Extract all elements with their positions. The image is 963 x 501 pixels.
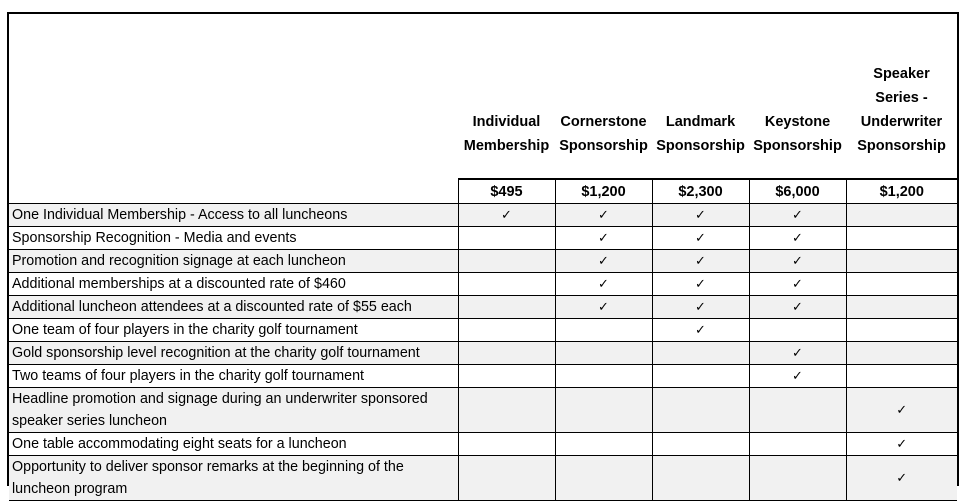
table-row xyxy=(9,365,957,388)
feature-label: One team of four players in the charity golf tournament xyxy=(9,319,458,342)
checkmark-icon: ✓ xyxy=(749,365,846,388)
feature-label: Opportunity to deliver sponsor remarks at the beginning of the luncheon program xyxy=(9,456,458,501)
checkmark-icon: ✓ xyxy=(555,296,652,319)
table-row xyxy=(9,342,957,365)
empty-cell xyxy=(458,388,555,433)
empty-cell xyxy=(749,319,846,342)
empty-cell xyxy=(555,342,652,365)
empty-cell xyxy=(652,342,749,365)
empty-cell xyxy=(846,227,957,250)
empty-cell xyxy=(749,388,846,433)
empty-cell xyxy=(652,456,749,501)
empty-cell xyxy=(458,319,555,342)
feature-label: Sponsorship Recognition - Media and events xyxy=(9,227,458,250)
empty-cell xyxy=(846,250,957,273)
tier-header-row xyxy=(9,14,957,179)
price-spacer xyxy=(9,179,458,204)
empty-cell xyxy=(555,388,652,433)
empty-cell xyxy=(458,273,555,296)
table-row xyxy=(9,319,957,342)
empty-cell xyxy=(555,433,652,456)
checkmark-icon: ✓ xyxy=(749,296,846,319)
checkmark-icon: ✓ xyxy=(652,296,749,319)
sponsorship-comparison-table xyxy=(9,14,957,501)
empty-cell xyxy=(555,365,652,388)
sponsorship-table-frame xyxy=(7,12,959,497)
tier-header: Keystone Sponsorship xyxy=(753,114,842,154)
tier-header: Speaker Series - Underwriter Sponsorship xyxy=(857,66,946,154)
empty-cell xyxy=(846,204,957,227)
empty-cell xyxy=(458,456,555,501)
checkmark-icon: ✓ xyxy=(846,456,957,501)
table-row xyxy=(9,227,957,250)
checkmark-icon: ✓ xyxy=(555,227,652,250)
checkmark-icon: ✓ xyxy=(458,204,555,227)
feature-label: One Individual Membership - Access to all luncheons xyxy=(9,204,458,227)
checkmark-icon: ✓ xyxy=(555,250,652,273)
tier-price: $495 xyxy=(458,179,555,204)
empty-cell xyxy=(652,365,749,388)
checkmark-icon: ✓ xyxy=(846,433,957,456)
empty-cell xyxy=(555,319,652,342)
checkmark-icon: ✓ xyxy=(555,273,652,296)
tier-header: Cornerstone Sponsorship xyxy=(559,114,648,154)
checkmark-icon: ✓ xyxy=(749,342,846,365)
feature-label: Additional luncheon attendees at a discounted rate of $55 each xyxy=(9,296,458,319)
feature-label: Two teams of four players in the charity golf tournament xyxy=(9,365,458,388)
price-row xyxy=(9,179,957,204)
empty-cell xyxy=(458,296,555,319)
table-row xyxy=(9,296,957,319)
tier-price: $1,200 xyxy=(846,179,957,204)
empty-cell xyxy=(846,342,957,365)
checkmark-icon: ✓ xyxy=(555,204,652,227)
checkmark-icon: ✓ xyxy=(652,273,749,296)
empty-cell xyxy=(458,250,555,273)
empty-cell xyxy=(652,388,749,433)
table-row xyxy=(9,204,957,227)
table-row xyxy=(9,388,957,433)
feature-label: Headline promotion and signage during an underwriter sponsored speaker series luncheon xyxy=(9,388,458,433)
checkmark-icon: ✓ xyxy=(846,388,957,433)
empty-cell xyxy=(458,227,555,250)
empty-cell xyxy=(846,296,957,319)
empty-cell xyxy=(749,456,846,501)
tier-header: Landmark Sponsorship xyxy=(656,114,745,154)
tier-price: $2,300 xyxy=(652,179,749,204)
table-row xyxy=(9,456,957,501)
tier-price: $1,200 xyxy=(555,179,652,204)
checkmark-icon: ✓ xyxy=(749,273,846,296)
table-row xyxy=(9,273,957,296)
empty-cell xyxy=(458,433,555,456)
feature-label: Gold sponsorship level recognition at the charity golf tournament xyxy=(9,342,458,365)
checkmark-icon: ✓ xyxy=(749,204,846,227)
table-row xyxy=(9,250,957,273)
header-spacer xyxy=(9,14,458,179)
checkmark-icon: ✓ xyxy=(652,250,749,273)
checkmark-icon: ✓ xyxy=(749,250,846,273)
feature-label: Additional memberships at a discounted rate of $460 xyxy=(9,273,458,296)
empty-cell xyxy=(458,342,555,365)
checkmark-icon: ✓ xyxy=(652,319,749,342)
feature-label: Promotion and recognition signage at each luncheon xyxy=(9,250,458,273)
feature-label: One table accommodating eight seats for a luncheon xyxy=(9,433,458,456)
empty-cell xyxy=(555,456,652,501)
empty-cell xyxy=(846,319,957,342)
empty-cell xyxy=(652,433,749,456)
empty-cell xyxy=(458,365,555,388)
checkmark-icon: ✓ xyxy=(749,227,846,250)
empty-cell xyxy=(846,273,957,296)
tier-header: Individual Membership xyxy=(463,114,550,154)
table-row xyxy=(9,433,957,456)
empty-cell xyxy=(846,365,957,388)
empty-cell xyxy=(749,433,846,456)
tier-price: $6,000 xyxy=(749,179,846,204)
checkmark-icon: ✓ xyxy=(652,204,749,227)
checkmark-icon: ✓ xyxy=(652,227,749,250)
